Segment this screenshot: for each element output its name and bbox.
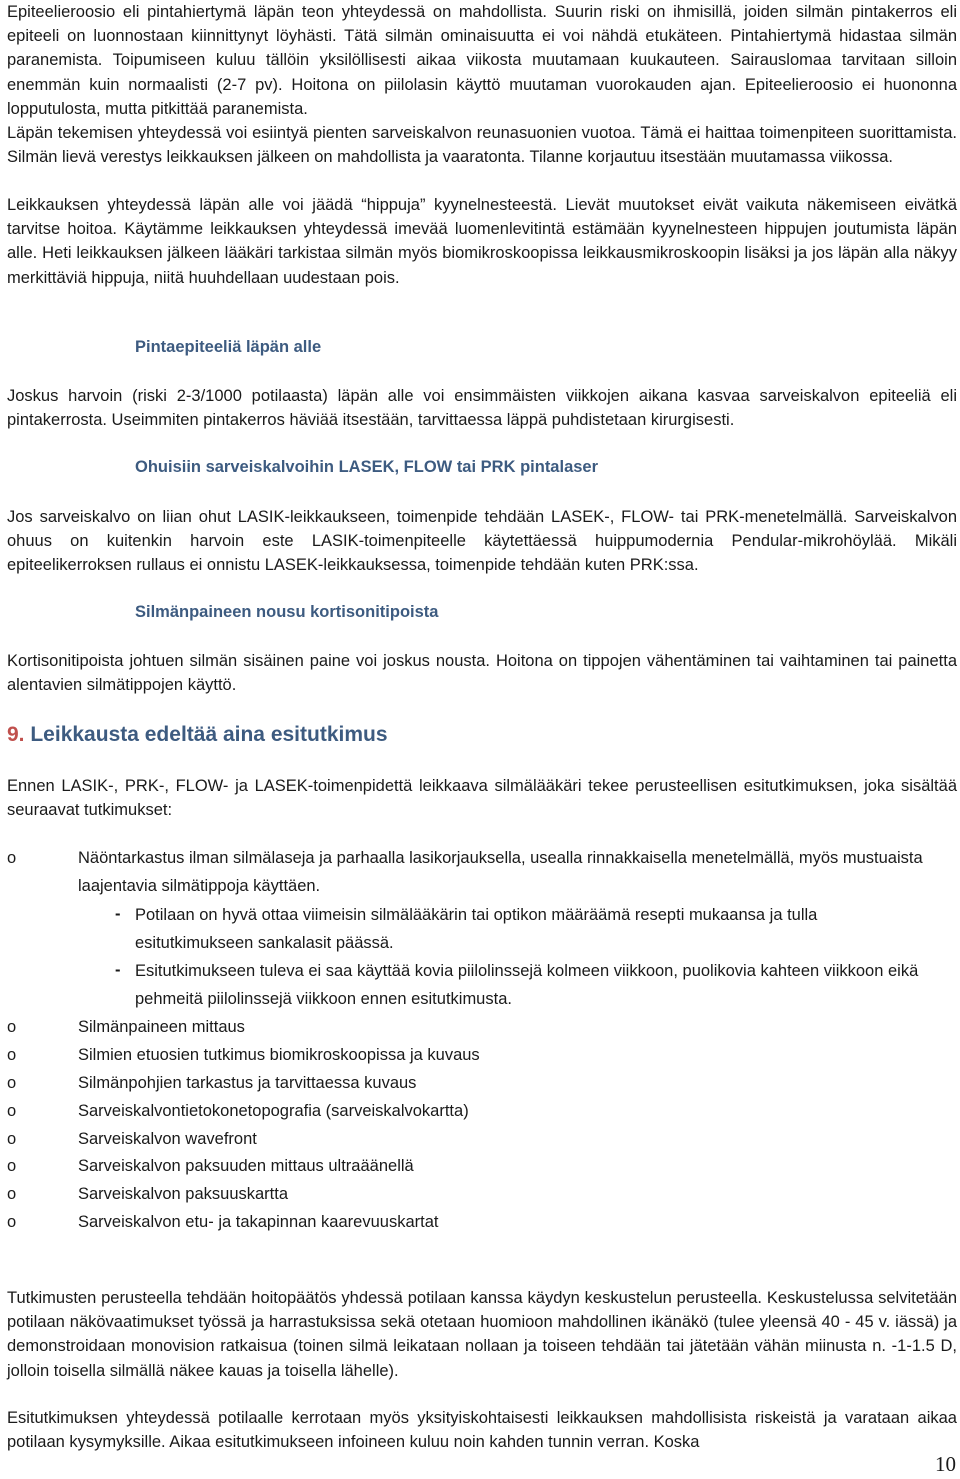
list-item-text: Silmien etuosien tutkimus biomikroskoopissa ja kuvaus (78, 1046, 480, 1064)
list-item-text: Näöntarkastus ilman silmälaseja ja parhaalla lasikorjauksella, usealla rinnakkaisella menetelmällä, myös mustuaista laajentavia silmätippoja käyttäen. (78, 849, 923, 895)
bullet-icon: o (7, 1130, 17, 1148)
paragraph-risks-info: Esitutkimuksen yhteydessä potilaalle kerrotaan myös yksityiskohtaisesti leikkauksen mahdollisista riskeistä ja varataan aikaa potilaan kysymyksille. Aikaa esitutkimukseen infoineen kuluu noin kahden tunnin verran. Koska (7, 1409, 957, 1452)
paragraph-eye-pressure: Kortisonitipoista johtuen silmän sisäinen paine voi joskus nousta. Hoitona on tippojen vähentäminen tai vaihtaminen tai painetta alentavien silmätippojen käyttö. (7, 652, 957, 695)
paragraph-treatment-decision: Tutkimusten perusteella tehdään hoitopäätös yhdessä potilaan kanssa käydyn keskustelun perusteella. Keskustelussa selvitetään potilaan näkövaatimukset työssä ja harrastuksissa sekä otetaan huomioon mahdollinen ikänäkö (tulee yleensä 40 - 45 v. iässä) ja demonstroidaan monovision ratkaisua (toinen silmä leikataan nollaan ja toiseen tehdään tai jätetään vähän miinusta n. -1-1.5 D, jolloin toisella silmällä näkee kauas ja toisella lähelle). (7, 1289, 957, 1380)
paragraph-thin-cornea: Jos sarveiskalvo on liian ohut LASIK-leikkaukseen, toimenpide tehdään LASEK-, FLOW- tai PRK-menetelmällä. Sarveiskalvon ohuus on kuitenkin harvoin este LASIK-toimenpiteelle käytettäessä huippumodernia Pendular-mikrohöylää. Mikäli epiteelikerroksen rullaus ei onnistu LASEK-leikkauksessa, toimenpide tehdään kuten PRK:ssa. (7, 508, 957, 575)
list-item (7, 844, 957, 900)
bullet-icon: o (7, 1074, 17, 1092)
page-number: 10 (935, 1452, 956, 1476)
list-item-text: Sarveiskalvon paksuuden mittaus ultraäänellä (78, 1157, 414, 1175)
bullet-icon: o (7, 1157, 17, 1175)
list-item-text: Sarveiskalvon wavefront (78, 1130, 257, 1148)
bullet-icon: o (7, 849, 17, 867)
heading-eye-pressure: Silmänpaineen nousu kortisonitipoista (135, 603, 439, 621)
bullet-icon: o (7, 1185, 17, 1203)
chapter-number: 9. (7, 723, 25, 746)
chapter-heading (7, 721, 388, 749)
dash-icon: - (115, 961, 121, 979)
heading-epithelium-under-flap: Pintaepiteeliä läpän alle (135, 338, 322, 356)
list-item-text: Silmänpaineen mittaus (78, 1018, 245, 1036)
list-item-text: Sarveiskalvontietokonetopografia (sarveiskalvokartta) (78, 1102, 469, 1120)
sub-list-item (115, 957, 960, 1013)
sub-list-item-text: Potilaan on hyvä ottaa viimeisin silmälääkärin tai optikon määräämä resepti mukaansa ja tulla esitutkimukseen sankalasit päässä. (135, 906, 818, 952)
paragraph-particles: Leikkauksen yhteydessä läpän alle voi jäädä “hippuja” kyynelnesteestä. Lievät muutokset eivät vaikuta näkemiseen eivätkä tarvitse hoitoa. Käytämme leikkauksen yhteydessä imevää luomenlevitintä estämään kyynelnesteen hippujen joutumista läpän alle. Heti leikkauksen jälkeen lääkäri tarkistaa silmän myös biomikroskoopissa leikkausmikroskoopin lisäksi ja jos läpän alla näkyy merkittäviä hippuja, niitä huuhdellaan uudestaan pois. (7, 196, 957, 287)
paragraph-bleeding: Läpän tekemisen yhteydessä voi esiintyä pienten sarveiskalvon reunasuonien vuotoa. Tämä ei haittaa toimenpiteen suorittamista. Silmän lievä verestys leikkauksen jälkeen on mahdollista ja vaaratonta. Tilanne korjautuu itsestään muutamassa viikossa. (7, 124, 957, 167)
sub-list-item (115, 901, 960, 957)
bullet-icon: o (7, 1046, 17, 1064)
list-item-text: Sarveiskalvon etu- ja takapinnan kaarevuuskartat (78, 1213, 439, 1231)
dash-icon: - (115, 905, 121, 923)
bullet-icon: o (7, 1018, 17, 1036)
paragraph-epithelial-erosion: Epiteelieroosio eli pintahiertymä läpän teon yhteydessä on mahdollista. Suurin riski on ihmisillä, joiden silmän pintakerros eli epiteeli on luonnostaan kiinnittynyt löyhästi. Tätä silmän ominaisuutta ei voi nähdä etukäteen. Pintahiertymä hidastaa silmän paranemista. Toipumiseen kuluu tällöin yksilöllisesti aikaa viikosta muutamaan kuukauteen. Sairauslomaa tarvitaan silloin enemmän kuin normaalisti (2-7 pv). Hoitona on piilolasin käyttö muutaman vuorokauden ajan. Epiteelieroosio ei huononna lopputulosta, mutta pitkittää paranemista. (7, 3, 957, 118)
sub-list-item-text: Esitutkimukseen tuleva ei saa käyttää kovia piilolinssejä kolmeen viikkoon, puolikovia kahteen viikkoon eikä pehmeitä piilolinssejä viikkoon ennen esitutkimusta. (135, 962, 919, 1008)
bullet-icon: o (7, 1102, 17, 1120)
paragraph-epithelium-under-flap: Joskus harvoin (riski 2-3/1000 potilaasta) läpän alle voi ensimmäisten viikkojen aikana kasvaa sarveiskalvon epiteeliä eli pintakerrosta. Useimmiten pintakerros häviää itsestään, tarvittaessa läppä puhdistetaan kirurgisesti. (7, 387, 957, 430)
heading-thin-cornea: Ohuisiin sarveiskalvoihin LASEK, FLOW tai PRK pintalaser (135, 458, 599, 476)
chapter-title: Leikkausta edeltää aina esitutkimus (30, 723, 388, 746)
paragraph-chapter-intro: Ennen LASIK-, PRK-, FLOW- ja LASEK-toimenpidettä leikkaava silmälääkäri tekee perusteellisen esitutkimuksen, joka sisältää seuraavat tutkimukset: (7, 777, 957, 820)
list-item-text: Silmänpohjien tarkastus ja tarvittaessa kuvaus (78, 1074, 417, 1092)
list-item-text: Sarveiskalvon paksuuskartta (78, 1185, 289, 1203)
bullet-icon: o (7, 1213, 17, 1231)
